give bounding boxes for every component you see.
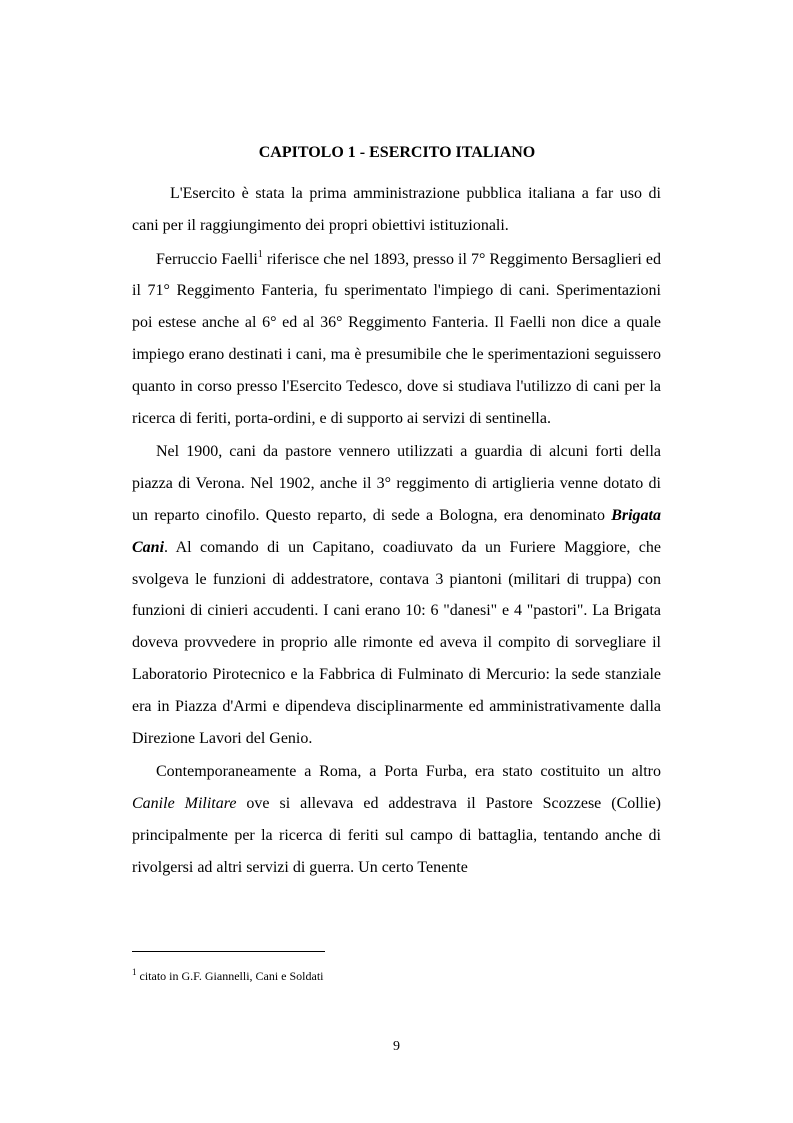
paragraph-3-text-end: . Al comando di un Capitano, coadiuvato da un Furiere Maggiore, che svolgeva le funzioni di addestratore, contava 3 piantoni (militari di truppa) con funzioni di cinieri accudenti. I cani erano 10: 6 "danesi" e 4 "pastori". La Brigata doveva provvedere in proprio alle rimonte ed aveva il compito di sorvegliare il Laboratorio Pirotecnico e la Fabbrica di Fulminato di Mercurio: la sede stanziale era in Piazza d'Armi e dipendeva disciplinarmente ed amministrativamente dalla Direzione Lavori del Genio.: [132, 538, 661, 747]
footnote-number: 1: [132, 967, 137, 977]
footnote: [132, 968, 324, 984]
canile-militare-italic: Canile Militare: [132, 795, 237, 813]
paragraph-3: [132, 436, 661, 754]
footnote-reference: 1: [257, 248, 263, 260]
body-text: [132, 178, 661, 884]
paragraph-2-text-end: riferisce che nel 1893, presso il 7° Reggimento Bersaglieri ed il 71° Reggimento Fanteria, fu sperimentato l'impiego di cani. Sperimentazioni poi estese anche al 6° ed al 36° Reggimento Fanteria. Il Faelli non dice a quale impiego erano destinati i cani, ma è presumibile che le sperimentazioni seguissero quanto in corso presso l'Esercito Tedesco, dove si studiava l'utilizzo di cani per la ricerca di feriti, porta-ordini, e di supporto ai servizi di sentinella.: [132, 250, 661, 427]
footnote-text: citato in G.F. Giannelli, Cani e Soldati: [136, 969, 324, 983]
footnote-separator: [132, 951, 325, 952]
paragraph-4: [132, 756, 661, 883]
paragraph-1: L'Esercito è stata la prima amministrazione pubblica italiana a far uso di cani per il raggiungimento dei propri obiettivi istituzionali.: [132, 185, 661, 234]
page-number: 9: [393, 1039, 400, 1054]
paragraph-2-text-start: Ferruccio Faelli: [156, 250, 258, 268]
paragraph-4-text-start: Contemporaneamente a Roma, a Porta Furba, era stato costituito un altro: [156, 763, 661, 781]
brigata-cani-emphasis: Brigata Cani: [132, 506, 661, 556]
chapter-title: CAPITOLO 1 - ESERCITO ITALIANO: [258, 144, 536, 161]
paragraph-2: [132, 244, 661, 435]
paragraph-3-text-start: Nel 1900, cani da pastore vennero utilizzati a guardia di alcuni forti della piazza di Verona. Nel 1902, anche il 3° reggimento di artiglieria venne dotato di un reparto cinofilo. Questo reparto, di sede a Bologna, era denominato: [132, 443, 661, 524]
paragraph-4-text-end: ove si allevava ed addestrava il Pastore Scozzese (Collie) principalmente per la ricerca di feriti sul campo di battaglia, tentando anche di rivolgersi ad altri servizi di guerra. Un certo Tenente: [132, 795, 662, 876]
